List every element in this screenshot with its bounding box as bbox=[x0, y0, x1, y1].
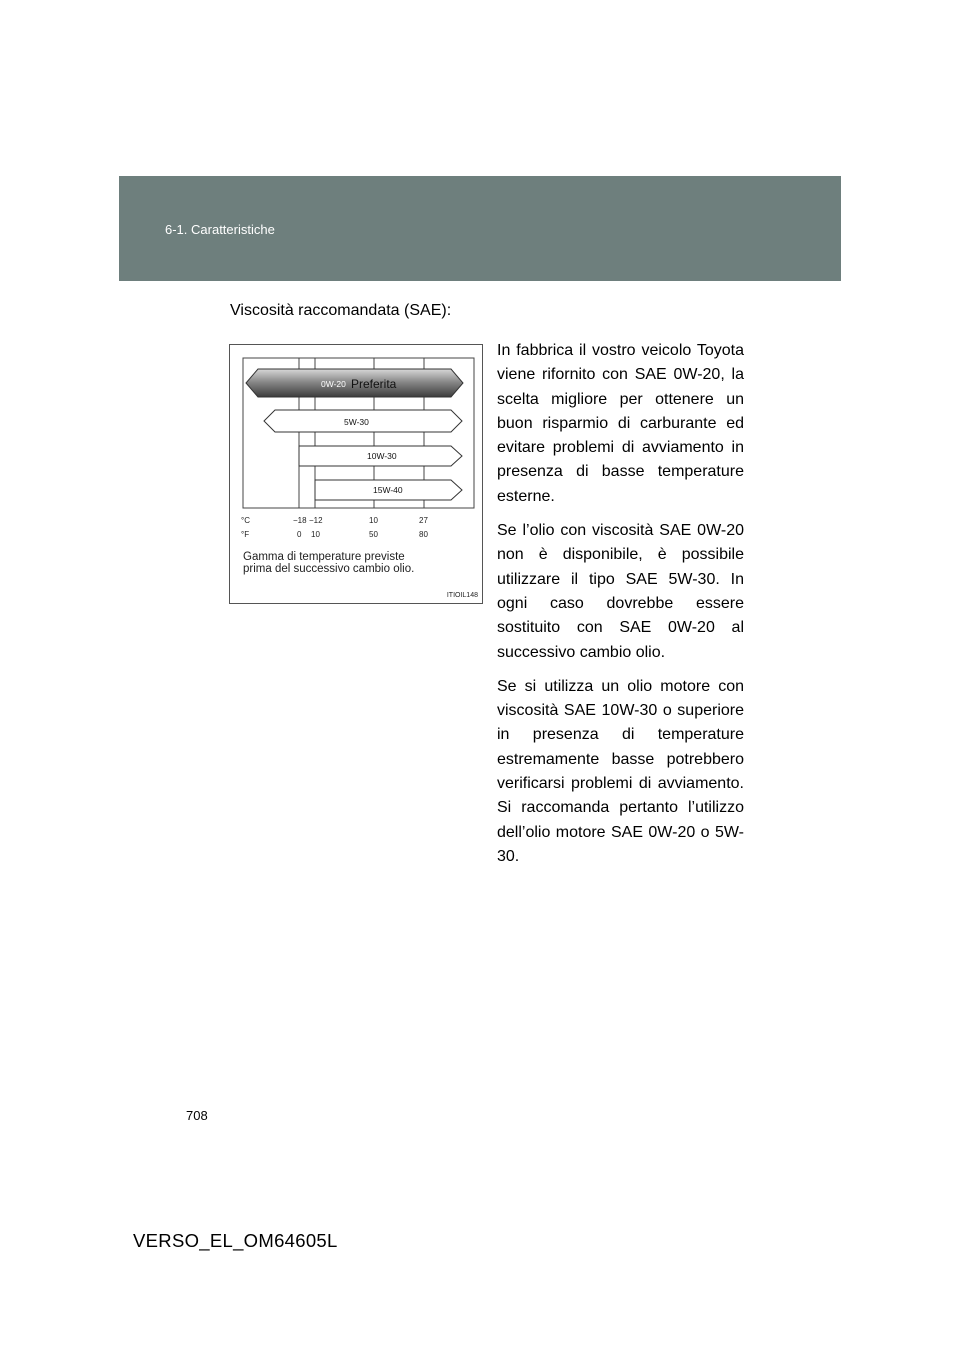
viscosity-figure bbox=[229, 344, 483, 604]
grade-10w30-arrow bbox=[299, 446, 462, 466]
body-text bbox=[497, 339, 744, 879]
unit-fahrenheit: °F bbox=[241, 530, 250, 539]
paragraph: In fabbrica il vostro veicolo Toyota viene rifornito con SAE 0W-20, la scelta migliore per ottenere un buon risparmio di carburante ed evitare problemi di avviamento in presenza di basse temperature esterne. bbox=[497, 342, 744, 505]
figure-caption bbox=[243, 551, 414, 575]
tick-c: −12 bbox=[309, 516, 323, 525]
grade-15w40-arrow bbox=[315, 480, 462, 500]
paragraph: Se l’olio con viscosità SAE 0W-20 non è disponibile, è possibile utilizzare il tipo SAE 5W-30. In ogni caso dovrebbe essere sostituito con SAE 0W-20 al successivo cambio olio. bbox=[497, 522, 744, 661]
footer-code: VERSO_EL_OM64605L bbox=[133, 1230, 338, 1251]
grade-5w30-arrow bbox=[264, 410, 462, 432]
caption-line: prima del successivo cambio olio. bbox=[243, 563, 415, 575]
page-number: 708 bbox=[186, 1108, 208, 1123]
grade-label: 5W-30 bbox=[344, 417, 369, 427]
grade-label: 10W-30 bbox=[367, 451, 397, 461]
grade-label: 15W-40 bbox=[373, 485, 403, 495]
intro-heading: Viscosità raccomandata (SAE): bbox=[230, 302, 452, 319]
temperature-scale bbox=[241, 516, 428, 539]
tick-f: 0 bbox=[297, 530, 302, 539]
tick-c: 27 bbox=[419, 516, 428, 525]
tick-f: 50 bbox=[369, 530, 378, 539]
grade-0w20-arrow bbox=[246, 369, 463, 397]
tick-c: −18 bbox=[293, 516, 307, 525]
grade-label: 0W-20 bbox=[321, 379, 346, 389]
unit-celsius: °C bbox=[241, 516, 250, 525]
tick-f: 80 bbox=[419, 530, 428, 539]
figure-code: ITIOIL148 bbox=[446, 592, 478, 599]
preferred-tag: Preferita bbox=[351, 377, 397, 391]
section-label: 6-1. Caratteristiche bbox=[165, 222, 275, 237]
header-band bbox=[119, 176, 841, 281]
paragraph: Se si utilizza un olio motore con viscosità SAE 10W-30 o superiore in presenza di temperature estremamente basse potrebbero verificarsi problemi di avviamento. Si raccomanda pertanto l’utilizzo dell’olio motore SAE 0W-20 o 5W-30. bbox=[497, 677, 744, 865]
caption-line: Gamma di temperature previste bbox=[243, 551, 405, 563]
tick-c: 10 bbox=[369, 516, 378, 525]
tick-f: 10 bbox=[311, 530, 320, 539]
